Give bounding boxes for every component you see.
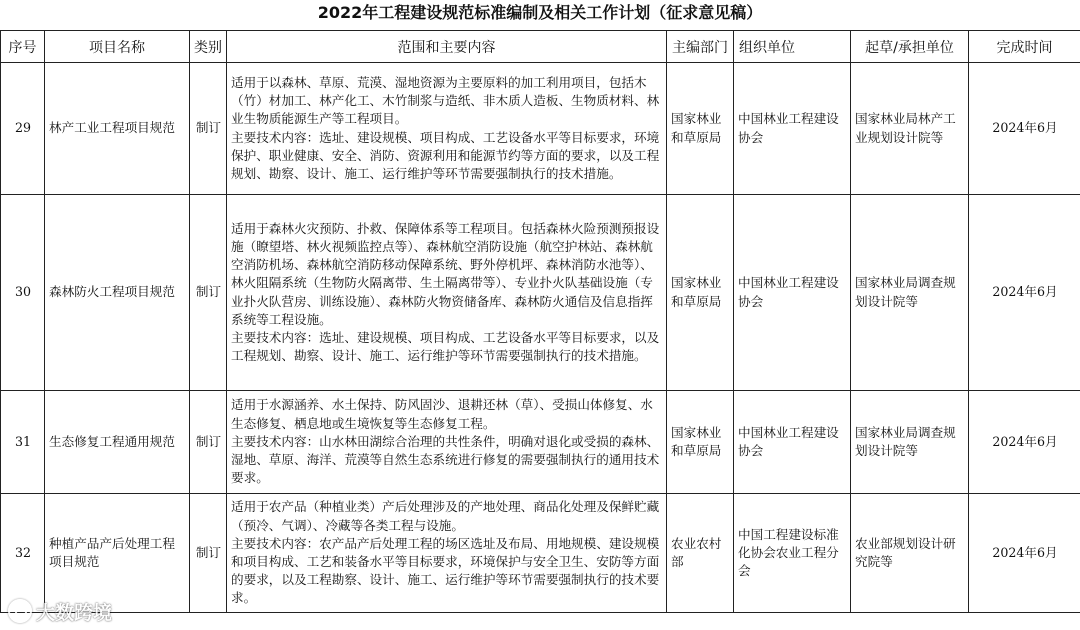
row-index: 32 [1, 494, 45, 613]
row-lead-department: 国家林业和草原局 [667, 195, 734, 391]
scope-applicability: 适用于农产品（种植业类）产后处理涉及的产地处理、商品化处理及保鲜贮藏（预冷、气调）、冷藏等各类工程与设施。 [231, 499, 660, 533]
row-organizer: 中国林业工程建设协会 [734, 63, 851, 195]
scope-applicability: 适用于以森林、草原、荒漠、湿地资源为主要原料的加工利用项目，包括木（竹）材加工、林产化工、木竹制浆与造纸、非木质人造板、生物质材料、林业生物质能源生产等工程项目。 [231, 74, 660, 127]
table-row [1, 494, 1080, 613]
row-drafter: 农业部规划设计研究院等 [851, 494, 969, 613]
row-project-name: 种植产品产后处理工程项目规范 [45, 494, 190, 613]
scope-technical-content: 主要技术内容：山水林田湖综合治理的共性条件，明确对退化或受损的森林、湿地、草原、海洋、荒漠等自然生态系统进行修复的需要强制执行的通用技术要求。 [231, 433, 660, 486]
watermark-text: 大数跨境 [36, 601, 113, 624]
row-index: 30 [1, 195, 45, 391]
row-index: 29 [1, 63, 45, 195]
row-index: 31 [1, 391, 45, 494]
work-plan-table [0, 30, 1080, 613]
table-row [1, 391, 1080, 494]
row-scope [227, 63, 667, 195]
header-index: 序号 [1, 31, 45, 63]
row-organizer: 中国林业工程建设协会 [734, 195, 851, 391]
row-completion: 2024年6月 [969, 391, 1080, 494]
row-scope [227, 494, 667, 613]
scope-technical-content: 主要技术内容：选址、建设规模、项目构成、工艺设备水平等目标要求，以及工程规划、勘察、设计、施工、运行维护等环节需要强制执行的技术措施。 [231, 329, 660, 364]
header-organizer: 组织单位 [734, 31, 851, 63]
table-row [1, 195, 1080, 391]
scope-applicability: 适用于森林火灾预防、扑救、保障体系等工程项目。包括森林火险预测预报设施（瞭望塔、林火视频监控点等）、森林航空消防设施（航空护林站、森林航空消防机场、森林航空消防移动保障系统、野外停机坪、森林消防水池等）、林火阻隔系统（生物防火隔离带、生土隔离带等）、专业扑火队基础设施（专业扑火队营房、训练设施）、森林防火物资储备库、森林防火通信及信息指挥系统等工程设施。 [231, 220, 660, 327]
header-completion: 完成时间 [969, 31, 1080, 63]
scope-applicability: 适用于水源涵养、水土保持、防风固沙、退耕还林（草）、受损山体修复、水生态修复、栖息地或生境恢复等生态修复工程。 [231, 397, 653, 431]
header-scope: 范围和主要内容 [227, 31, 667, 63]
row-category: 制订 [190, 391, 227, 494]
scope-technical-content: 主要技术内容：农产品产后处理工程的场区选址及布局、用地规模、建设规模和项目构成、工艺和装备水平等目标要求，环境保护与安全卫生、安防等方面的要求，以及工程勘察、设计、施工、运行维护等环节需要强制执行的技术要求。 [231, 535, 660, 606]
page-title: 2022年工程建设规范标准编制及相关工作计划（征求意见稿） [317, 3, 763, 22]
row-project-name: 森林防火工程项目规范 [45, 195, 190, 391]
header-lead-department: 主编部门 [667, 31, 734, 63]
row-completion: 2024年6月 [969, 195, 1080, 391]
row-organizer: 中国工程建设标准化协会农业工程分会 [734, 494, 851, 613]
row-category: 制订 [190, 63, 227, 195]
row-completion: 2024年6月 [969, 494, 1080, 613]
row-category: 制订 [190, 195, 227, 391]
row-scope [227, 391, 667, 494]
table-header-row [1, 31, 1080, 63]
row-drafter: 国家林业局调查规划设计院等 [851, 391, 969, 494]
row-drafter: 国家林业局林产工业规划设计院等 [851, 63, 969, 195]
weibo-logo-icon [8, 599, 32, 623]
header-name: 项目名称 [45, 31, 190, 63]
row-lead-department: 国家林业和草原局 [667, 63, 734, 195]
row-project-name: 林产工业工程项目规范 [45, 63, 190, 195]
header-category: 类别 [190, 31, 227, 63]
row-lead-department: 农业农村部 [667, 494, 734, 613]
table-row [1, 63, 1080, 195]
row-organizer: 中国林业工程建设协会 [734, 391, 851, 494]
row-project-name: 生态修复工程通用规范 [45, 391, 190, 494]
row-category: 制订 [190, 494, 227, 613]
row-scope [227, 195, 667, 391]
header-drafter: 起草/承担单位 [851, 31, 969, 63]
row-lead-department: 国家林业和草原局 [667, 391, 734, 494]
watermark [8, 599, 112, 623]
row-completion: 2024年6月 [969, 63, 1080, 195]
scope-technical-content: 主要技术内容：选址、建设规模、项目构成、工艺设备水平等目标要求，环境保护、职业健康、安全、消防、资源利用和能源节约等方面的要求，以及工程规划、勘察、设计、施工、运行维护等环节需要强制执行的技术措施。 [231, 129, 660, 181]
row-drafter: 国家林业局调查规划设计院等 [851, 195, 969, 391]
